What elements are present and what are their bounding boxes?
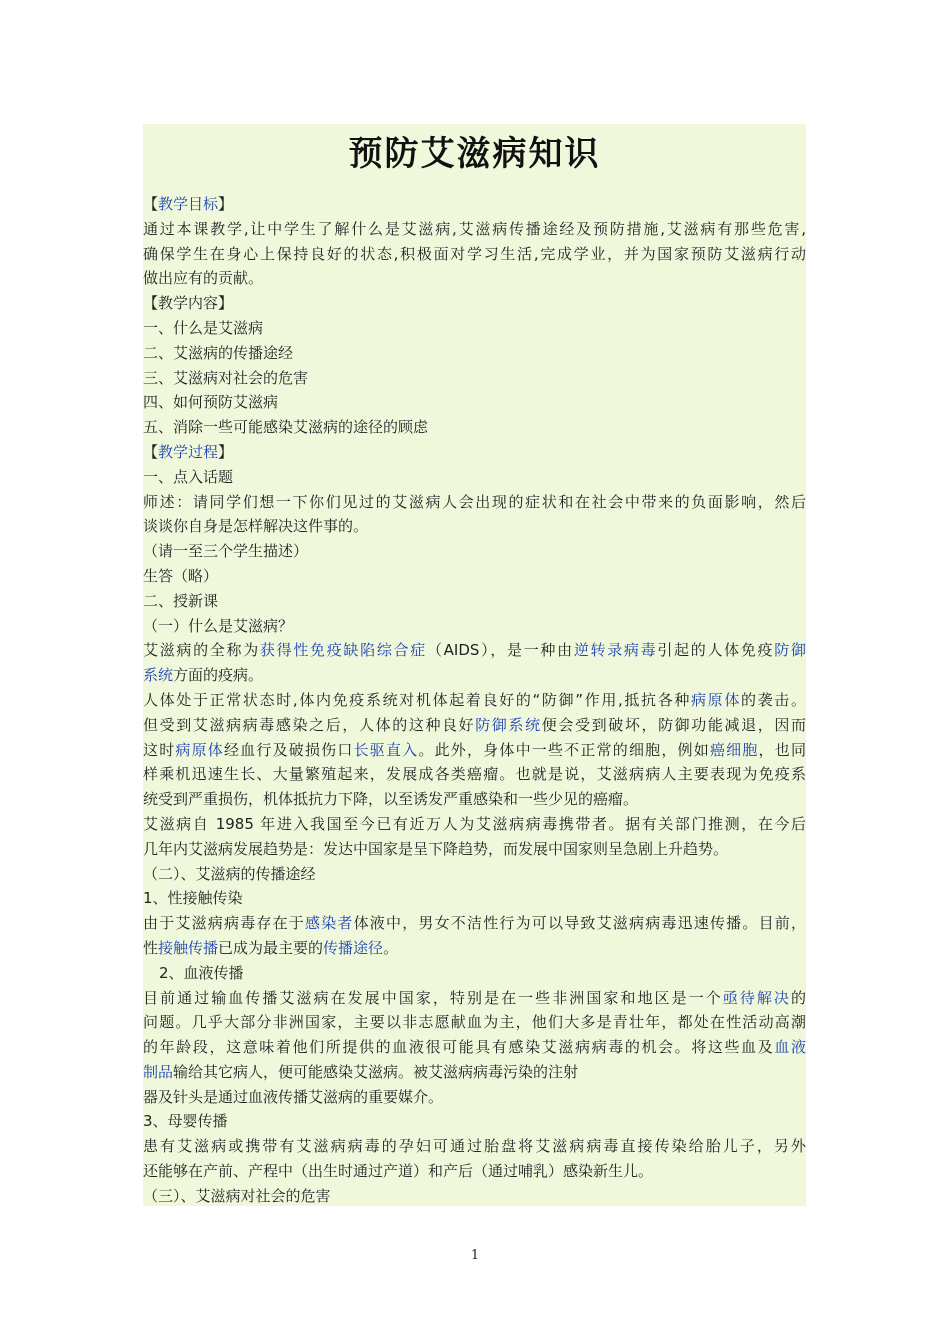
text-span: 【 <box>143 442 159 461</box>
text-span: 】 <box>218 442 234 461</box>
text-span: 输给其它病人，便可能感染艾滋病。被艾滋病病毒污染的注射 <box>173 1062 579 1081</box>
text-span: 四、如何预防艾滋病 <box>143 393 279 412</box>
text-line <box>143 614 806 639</box>
text-span: 3、母婴传播 <box>143 1112 228 1131</box>
text-span: 患有艾滋病或携带有艾滋病病毒的孕妇可通过胎盘将艾滋病病毒直接传染给胎儿子，另外 <box>143 1137 806 1156</box>
text-line <box>143 862 806 887</box>
text-line <box>143 837 806 862</box>
text-span: 二、艾滋病的传播途经 <box>143 343 294 362</box>
text-line <box>143 465 806 490</box>
text-line <box>143 961 806 986</box>
text-span: 便会受到破坏，防御功能减退，因而 <box>541 715 806 734</box>
text-line <box>143 217 806 242</box>
text-line <box>143 911 806 936</box>
text-span: 1、性接触传染 <box>143 889 243 908</box>
text-line <box>143 812 806 837</box>
text-span: 三、艾滋病对社会的危害 <box>143 368 309 387</box>
text-line <box>143 762 806 787</box>
text-line <box>143 688 806 713</box>
text-line <box>143 738 806 763</box>
term-link[interactable]: 系统 <box>143 666 174 685</box>
term-link[interactable]: 感染者 <box>305 914 354 933</box>
term-link[interactable]: 防御 <box>774 641 806 660</box>
text-span: 艾滋病自 1985 年进入我国至今已有近万人为艾滋病病毒携带者。据有关部门推测，在今后 <box>143 814 806 833</box>
text-line <box>143 787 806 812</box>
text-line <box>143 1060 806 1085</box>
text-line <box>143 490 806 515</box>
text-line <box>143 713 806 738</box>
text-span: 问题。几乎大部分非洲国家，主要以非志愿献血为主，他们大多是青壮年，都处在性活动高潮 <box>143 1013 806 1032</box>
text-span: （一）什么是艾滋病？ <box>143 616 294 635</box>
term-link[interactable]: 亟待解决 <box>722 988 791 1007</box>
text-span: ，也同 <box>758 740 806 759</box>
text-line <box>143 514 806 539</box>
text-span: 通过本课教学,让中学生了解什么是艾滋病,艾滋病传播途经及预防措施,艾滋病有那些危害, <box>143 219 806 238</box>
term-link[interactable]: 制品 <box>143 1062 174 1081</box>
term-link[interactable]: 获得性免疫缺陷综合症 <box>259 641 427 660</box>
term-link[interactable]: 接触传播 <box>158 938 219 957</box>
text-line <box>143 440 806 465</box>
text-span: 由于艾滋病病毒存在于 <box>143 914 305 933</box>
text-line <box>143 589 806 614</box>
text-line <box>143 1109 806 1134</box>
text-line <box>143 341 806 366</box>
text-span: 确保学生在身心上保持良好的状态,积极面对学习生活,完成学业，并为国家预防艾滋病行动 <box>143 244 806 263</box>
text-line <box>143 1035 806 1060</box>
text-line <box>143 415 806 440</box>
text-span: 一、什么是艾滋病 <box>143 318 264 337</box>
text-line <box>143 539 806 564</box>
text-span: 的年龄段，这意味着他们所提供的血液很可能具有感染艾滋病病毒的机会。将这些血及 <box>143 1038 775 1057</box>
page-number: 1 <box>470 1248 480 1263</box>
text-span: 做出应有的贡献。 <box>143 269 264 288</box>
text-line <box>143 663 806 688</box>
text-span: 谈谈你自身是怎样解决这件事的。 <box>143 517 369 536</box>
text-line <box>143 936 806 961</box>
term-link[interactable]: 逆转录病毒 <box>573 641 658 660</box>
text-line <box>143 242 806 267</box>
text-line <box>143 316 806 341</box>
text-span: 还能够在产前、产程中（出生时通过产道）和产后（通过哺乳）感染新生儿。 <box>143 1162 654 1181</box>
text-line <box>143 266 806 291</box>
text-span: 体液中，男女不洁性行为可以导致艾滋病病毒迅速传播。目前， <box>353 914 806 933</box>
document-body <box>143 124 806 1206</box>
text-span: 引起的人体免疫 <box>657 641 775 660</box>
term-link[interactable]: 防御系统 <box>475 715 542 734</box>
text-line <box>143 886 806 911</box>
text-span: 经血行及破损伤口 <box>224 740 354 759</box>
text-span: 这时 <box>143 740 176 759</box>
text-span: 几年内艾滋病发展趋势是：发达中国家是呈下降趋势，而发展中国家则呈急剧上升趋势。 <box>143 839 729 858</box>
text-line <box>143 1010 806 1035</box>
text-line <box>143 366 806 391</box>
text-span: 艾滋病的全称为 <box>143 641 260 660</box>
text-span: 目前通过输血传播艾滋病在发展中国家，特别是在一些非洲国家和地区是一个 <box>143 988 723 1007</box>
text-line <box>143 291 806 316</box>
text-span: 】 <box>218 195 234 213</box>
text-span: 2、血液传播 <box>159 963 244 982</box>
text-span: 五、消除一些可能感染艾滋病的途径的顾虑 <box>143 418 429 437</box>
text-span: 统受到严重损伤，机体抵抗力下降，以至诱发严重感染和一些少见的癌瘤。 <box>143 790 639 809</box>
text-span: （请一至三个学生描述） <box>143 542 309 561</box>
text-span: 方面的疫病。 <box>173 666 264 685</box>
text-span: 【 <box>143 195 159 213</box>
text-line <box>143 1085 806 1110</box>
document-title: 预防艾滋病知识 <box>348 134 601 174</box>
document-text <box>143 192 806 1209</box>
text-span: 生答（略） <box>143 566 219 585</box>
text-span: 但受到艾滋病病毒感染之后，人体的这种良好 <box>143 715 476 734</box>
text-span: 一、点入话题 <box>143 467 234 486</box>
text-line <box>143 1184 806 1209</box>
term-link[interactable]: 长驱直入 <box>353 740 419 759</box>
text-span: 人体处于正常状态时,体内免疫系统对机体起着良好的“防御”作用,抵抗各种 <box>143 690 692 709</box>
text-span: 二、授新课 <box>143 591 219 610</box>
text-span: 。 <box>383 938 399 957</box>
term-link[interactable]: 教学过程 <box>158 442 219 461</box>
text-span: （三）、艾滋病对社会的危害 <box>143 1186 331 1205</box>
text-span: 样乘机迅速生长、大量繁殖起来，发展成各类癌瘤。也就是说，艾滋病病人主要表现为免疫系 <box>143 765 806 784</box>
term-link[interactable]: 癌细胞 <box>709 740 759 759</box>
text-span: 。此外，身体中一些不正常的细胞，例如 <box>418 740 710 759</box>
text-span: 已成为最主要的 <box>218 938 324 957</box>
term-link[interactable]: 传播途径 <box>323 938 384 957</box>
term-link[interactable]: 病原体 <box>175 740 224 759</box>
text-span: 师述：请同学们想一下你们见过的艾滋病人会出现的症状和在社会中带来的负面影响，然后 <box>143 492 806 511</box>
text-span: 【教学内容】 <box>143 294 234 313</box>
text-span: 的 <box>790 988 806 1007</box>
text-line <box>143 192 806 217</box>
text-span: 的袭击。 <box>741 690 806 709</box>
text-span: 性 <box>143 938 159 957</box>
term-link[interactable]: 病原体 <box>691 690 741 709</box>
text-line <box>143 1159 806 1184</box>
term-link[interactable]: 教学目标 <box>158 195 219 213</box>
text-line <box>143 564 806 589</box>
term-link[interactable]: 血液 <box>774 1038 806 1057</box>
text-line <box>143 1134 806 1159</box>
text-line <box>143 986 806 1011</box>
text-span: （AIDS），是一种由 <box>426 641 574 660</box>
text-line <box>143 390 806 415</box>
text-line <box>143 638 806 663</box>
text-span: 器及针头是通过血液传播艾滋病的重要媒介。 <box>143 1087 444 1106</box>
text-span: （二）、艾滋病的传播途经 <box>143 864 316 883</box>
